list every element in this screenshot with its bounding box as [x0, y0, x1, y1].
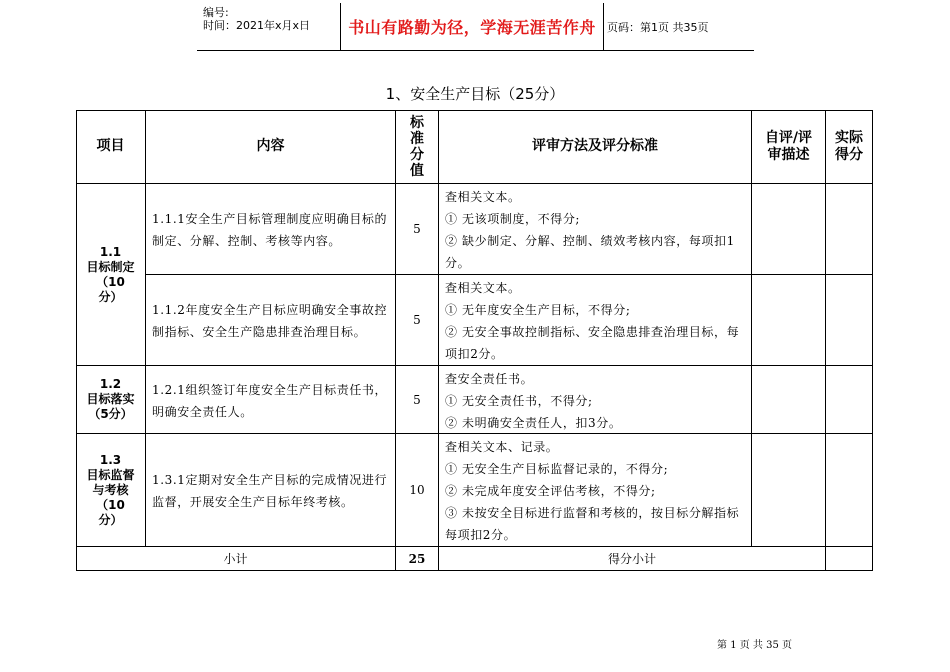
item-line: 与考核 [92, 482, 129, 497]
col-header-score-char: 标 [410, 114, 424, 131]
col-header-content: 内容 [146, 110, 396, 184]
score-cell: 5 [396, 366, 439, 434]
score-subtotal-cell[interactable] [826, 547, 873, 571]
method-line: ① 无安全责任书，不得分; [445, 394, 593, 408]
subtotal-label: 小计 [76, 547, 396, 571]
method-cell [439, 275, 752, 366]
header-page-info: 页码：第1页 共35页 [607, 20, 709, 34]
score-cell: 10 [396, 434, 439, 547]
item-line: （10 [96, 274, 125, 289]
content-cell: 1.3.1定期对安全生产目标的完成情况进行监督，开展安全生产目标年终考核。 [146, 434, 396, 547]
self-review-cell[interactable] [752, 434, 826, 547]
content-cell: 1.1.1安全生产目标管理制度应明确目标的制定、分解、控制、考核等内容。 [146, 184, 396, 275]
item-line: 1.3 [99, 452, 122, 467]
item-line: 分） [98, 512, 123, 527]
method-cell [439, 366, 752, 434]
header-motto: 书山有路勤为径，学海无涯苦作舟 [341, 3, 604, 50]
col-header-actual [826, 110, 873, 184]
actual-score-cell[interactable] [826, 184, 873, 275]
self-review-cell[interactable] [752, 275, 826, 366]
item-line: 1.2 [99, 377, 122, 391]
item-line: （10 [96, 497, 125, 512]
item-line: （5分） [88, 407, 133, 421]
col-header-self-line: 自评/评 [764, 129, 813, 146]
method-cell [439, 434, 752, 547]
col-header-score [396, 110, 439, 184]
score-subtotal-label: 得分小计 [439, 547, 826, 571]
method-line: ② 未明确安全责任人，扣3分。 [445, 416, 622, 430]
item-line: 目标监督 [86, 467, 135, 482]
section-title: 1、安全生产目标（25分） [385, 85, 565, 103]
col-header-actual-line: 得分 [835, 146, 863, 163]
actual-score-cell[interactable] [826, 275, 873, 366]
method-line: 查安全责任书。 [445, 372, 534, 386]
col-header-actual-line: 实际 [835, 129, 863, 146]
header-meta [197, 3, 341, 50]
item-line: 目标落实 [86, 392, 135, 406]
content-cell: 1.2.1组织签订年度安全生产目标责任书，明确安全责任人。 [146, 366, 396, 434]
method-line: ① 无年度安全生产目标，不得分; [445, 303, 631, 317]
actual-score-cell[interactable] [826, 434, 873, 547]
col-header-self-line: 审描述 [767, 146, 810, 163]
item-line: 目标制定 [86, 259, 135, 274]
subtotal-value: 25 [396, 547, 439, 571]
score-cell: 5 [396, 275, 439, 366]
col-header-item: 项目 [76, 110, 146, 184]
col-header-method: 评审方法及评分标准 [439, 110, 752, 184]
item-cell-1-3 [76, 434, 146, 547]
content-cell: 1.1.2年度安全生产目标应明确安全事故控制指标、安全生产隐患排查治理目标。 [146, 275, 396, 366]
item-line: 分） [98, 289, 123, 304]
score-cell: 5 [396, 184, 439, 275]
col-header-self-review [752, 110, 826, 184]
method-line: 查相关文本。 [445, 190, 521, 204]
self-review-cell[interactable] [752, 366, 826, 434]
method-line: 查相关文本。 [445, 281, 521, 295]
actual-score-cell[interactable] [826, 366, 873, 434]
col-header-score-char: 分 [410, 146, 424, 163]
page-header [197, 3, 754, 51]
method-line: ③ 未按安全目标进行监督和考核的，按目标分解指标每项扣2分。 [445, 506, 740, 542]
col-header-score-char: 准 [410, 130, 424, 147]
method-line: ① 无安全生产目标监督记录的，不得分; [445, 462, 669, 476]
item-cell-1-1 [76, 184, 146, 366]
method-line: ① 无该项制度，不得分; [445, 212, 581, 226]
method-line: ② 未完成年度安全评估考核，不得分; [445, 484, 656, 498]
method-cell [439, 184, 752, 275]
serial-label: 编号: [203, 6, 229, 19]
item-line: 1.1 [99, 244, 122, 259]
col-header-score-char: 值 [410, 162, 424, 179]
page-footer: 第 1 页 共 35 页 [717, 640, 792, 651]
method-line: 查相关文本、记录。 [445, 440, 559, 454]
time-label: 时间：2021年x月x日 [203, 19, 311, 32]
item-cell-1-2 [76, 366, 146, 434]
method-line: ② 无安全事故控制指标、安全隐患排查治理目标，每项扣2分。 [445, 325, 740, 361]
self-review-cell[interactable] [752, 184, 826, 275]
assessment-table [76, 110, 873, 571]
method-line: ② 缺少制定、分解、控制、绩效考核内容，每项扣1分。 [445, 234, 735, 270]
